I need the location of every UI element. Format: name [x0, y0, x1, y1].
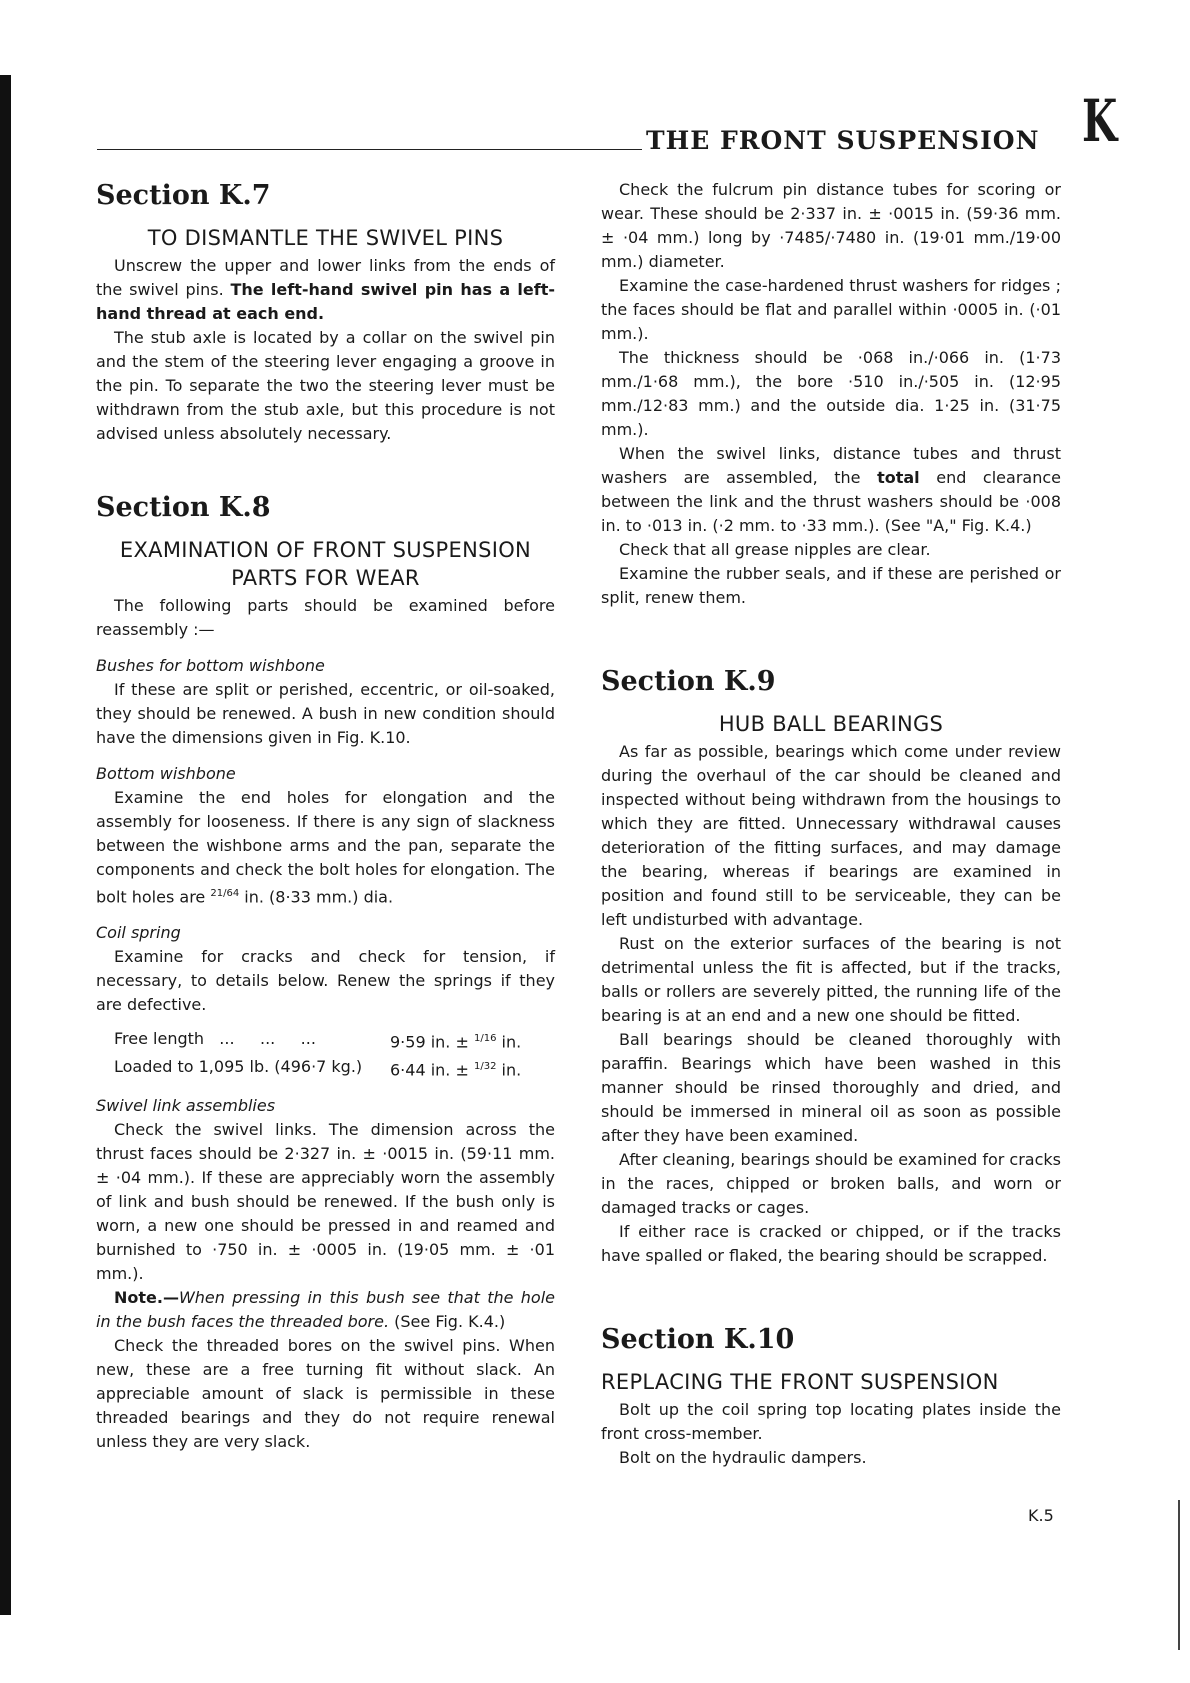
section-k8-heading: Section K.8	[96, 492, 271, 523]
section-k10-subheading: REPLACING THE FRONT SUSPENSION	[601, 1370, 999, 1394]
k7-paragraph-2: The stub axle is located by a collar on the swivel pin and the stem of the steering lever engaging a groove in the pin. To separate the two the steering lever must be withdrawn from the stub axle, but this procedure is not advised unless absolutely necessary.	[96, 328, 555, 443]
k9-paragraph-5: If either race is cracked or chipped, or if the tracks have spalled or flaked, the bearing should be scrapped.	[601, 1222, 1061, 1265]
section-k9-subheading: HUB BALL BEARINGS	[718, 712, 944, 736]
left-column	[96, 178, 555, 1454]
chapter-letter: K	[1082, 87, 1118, 155]
coil-spring-label: Coil spring	[96, 923, 181, 943]
wishbone-label: Bottom wishbone	[96, 764, 236, 783]
page-number: K.5	[1028, 1506, 1054, 1525]
right-column	[601, 178, 1061, 1470]
chapter-title: THE FRONT SUSPENSION	[646, 126, 1040, 155]
k8-cont-paragraph-3: The thickness should be ·068 in./·066 in. (1·73 mm./1·68 mm.), the bore ·510 in./·505 in. (12·95 mm./12·83 mm.) and the outside dia. 1·25 in. (31·75 mm.).	[601, 348, 1061, 439]
section-k10-heading: Section K.10	[601, 1324, 795, 1355]
binding-edge-bar	[0, 75, 11, 1615]
coil-spring-text: Examine for cracks and check for tension, if necessary, to details below. Renew the springs if they are defective.	[96, 947, 555, 1015]
k9-paragraph-4: After cleaning, bearings should be examined for cracks in the races, chipped or broken balls, and worn or damaged tracks or cages.	[601, 1150, 1061, 1217]
k10-paragraph-1: Bolt up the coil spring top locating plates inside the front cross-member.	[601, 1400, 1061, 1443]
swivel-link-label: Swivel link assemblies	[96, 1095, 276, 1115]
bushes-text: If these are split or perished, eccentric, or oil-soaked, they should be renewed. A bush in new condition should have the dimensions given in Fig. K.10.	[96, 680, 555, 747]
section-k9-heading: Section K.9	[601, 666, 776, 697]
k9-paragraph-3: Ball bearings should be cleaned thoroughly with paraffin. Bearings which have been washed in this manner should be rinsed thoroughly and dried, and should be immersed in mineral oil as soon as possible after they have been examined.	[601, 1030, 1061, 1145]
header-rule	[97, 149, 642, 150]
k8-cont-paragraph-5: Check that all grease nipples are clear.	[619, 540, 931, 559]
page-edge-mark	[1178, 1500, 1180, 1650]
wishbone-text: Examine the end holes for elongation and the assembly for looseness. If there is any sign of slackness between the wishbone arms and the pan, separate the components and check the bolt holes for elongation. The bolt holes are $^{21/64}$ in. (8·33 mm.) dia.	[96, 788, 555, 907]
section-k7-subheading: TO DISMANTLE THE SWIVEL PINS	[147, 226, 504, 250]
k10-paragraph-2: Bolt on the hydraulic dampers.	[619, 1448, 867, 1467]
wishbone-fraction: 21/64	[210, 888, 240, 899]
k8-cont-paragraph-6: Examine the rubber seals, and if these are perished or split, renew them.	[601, 564, 1061, 607]
swivel-note: Note.—When pressing in this bush see that the hole in the bush faces the threaded bore. (See Fig. K.4.)	[96, 1287, 555, 1331]
k9-paragraph-2: Rust on the exterior surfaces of the bearing is not detrimental unless the fit is affected, but if the tracks, balls or rollers are severely pitted, the running life of the bearing is at an end and a new one should be fitted.	[601, 934, 1061, 1025]
section-k8-subheading: EXAMINATION OF FRONT SUSPENSION PARTS FOR WEAR	[119, 538, 532, 590]
spec-row-free-length: Free length ... ... ... 9·59 in. ± $^{1/16}$ in.	[114, 1029, 522, 1052]
spring-spec-table	[114, 1027, 555, 1082]
k8-cont-paragraph-2: Examine the case-hardened thrust washers for ridges ; the faces should be flat and parallel within ·0005 in. (·01 mm.).	[601, 276, 1061, 343]
swivel-link-text: Check the swivel links. The dimension across the thrust faces should be 2·327 in. ± ·0015 in. (59·11 mm. ± ·04 mm.). If these are appreciably worn the assembly of link and bush should be renewed. If the bush only is worn, a new one should be pressed in and reamed and burnished to ·750 in. ± ·0005 in. (19·05 mm. ± ·01 mm.).	[96, 1119, 555, 1283]
k8-cont-paragraph-4: When the swivel links, distance tubes and thrust washers are assembled, the total end clearance between the link and the thrust washers should be ·008 in. to ·013 in. (·2 mm. to ·33 mm.). (See "A," Fig. K.4.)	[601, 444, 1061, 535]
spec-row-loaded: Loaded to 1,095 lb. (496·7 kg.) 6·44 in. ± $^{1/32}$ in.	[114, 1056, 522, 1079]
k8-intro: The following parts should be examined before reassembly :—	[96, 596, 555, 639]
k9-paragraph-1: As far as possible, bearings which come under review during the overhaul of the car should be cleaned and inspected without being withdrawn from the housings to which they are fitted. Unnecessary withdrawal causes deterioration of the fitting surfaces, and may damage the bearing, whereas if bearings are examined in position and found still to be serviceable, they can be left undisturbed with advantage.	[601, 742, 1061, 929]
k8-cont-paragraph-1: Check the fulcrum pin distance tubes for scoring or wear. These should be 2·337 in. ± ·0015 in. (59·36 mm. ± ·04 mm.) long by ·7485/·7480 in. (19·01 mm./19·00 mm.) diameter.	[601, 180, 1061, 271]
threaded-bores-text: Check the threaded bores on the swivel pins. When new, these are a free turning fit without slack. An appreciable amount of slack is permissible in these threaded bearings and they do not require renewal unless they are very slack.	[96, 1335, 555, 1451]
bushes-label: Bushes for bottom wishbone	[96, 656, 325, 675]
section-k7-heading: Section K.7	[96, 180, 271, 211]
k7-paragraph-1: Unscrew the upper and lower links from the ends of the swivel pins. The left-hand swivel pin has a left-hand thread at each end.	[96, 256, 555, 323]
